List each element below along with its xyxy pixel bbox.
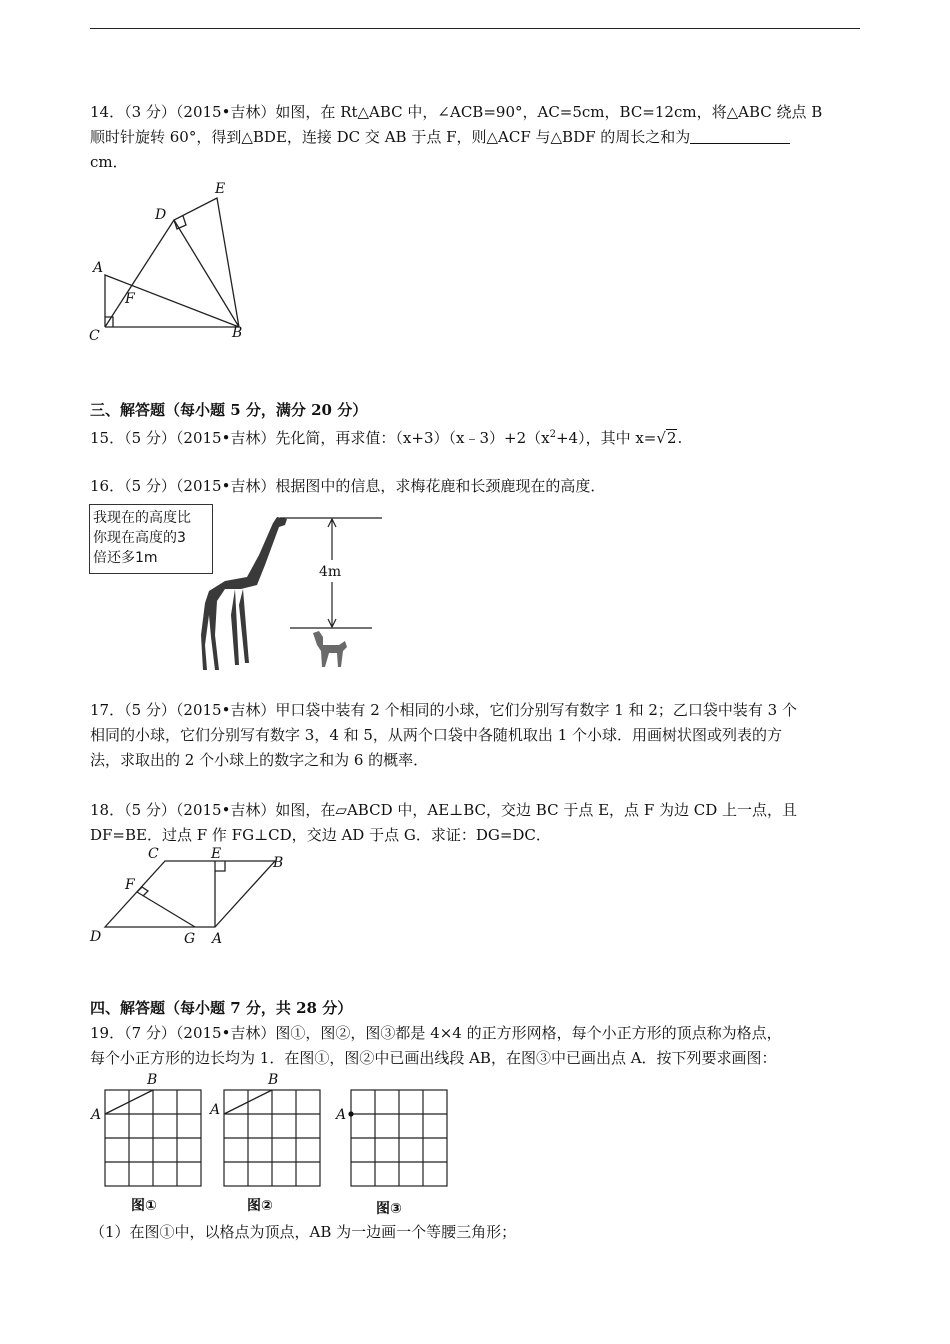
label-A: A — [212, 931, 223, 947]
q18-figure — [85, 845, 295, 950]
label-E: E — [211, 846, 222, 862]
label-E: E — [215, 181, 226, 197]
q15-line: 15．（5 分）（2015•吉林）先化简，再求值：$(x+3)(x﹣3)+2(x^2+4)$，其中 x=√2. — [90, 429, 683, 447]
label-C: C — [89, 328, 100, 344]
point-A-dot — [348, 1111, 353, 1116]
q19-grids — [85, 1068, 465, 1220]
grid3-A: A — [336, 1107, 347, 1123]
section4-title: 四、解答题（每小题 7 分，共 28 分） — [90, 999, 353, 1017]
label-B: B — [273, 855, 284, 871]
section3-title: 三、解答题（每小题 5 分，满分 20 分） — [90, 401, 368, 419]
speech-line: 我现在的高度比 — [93, 510, 191, 526]
q17-line1: 17．（5 分）（2015•吉林）甲口袋中装有 2 个相同的小球，它们分别写有数字 1 和 2；乙口袋中装有 3 个 — [90, 701, 797, 719]
speech-line: 你现在高度的3 — [93, 530, 186, 546]
q19-part1: （1）在图①中，以格点为顶点，AB 为一边画一个等腰三角形； — [90, 1223, 517, 1241]
q14-line3: cm． — [90, 153, 128, 171]
grid2-A: A — [210, 1102, 221, 1118]
q16-figure — [195, 505, 395, 675]
height-label: 4m — [319, 564, 342, 580]
label-F: F — [125, 877, 135, 893]
speech-line: 倍还多1m — [93, 550, 158, 566]
q19-line2: 每个小正方形的边长均为 1．在图①，图②中已画出线段 AB，在图③中已画出点 A．按下列要求画图： — [90, 1049, 777, 1067]
q17-line3: 法，求取出的 2 个小球上的数字之和为 6 的概率． — [90, 751, 429, 769]
grid-figure-2 — [224, 1090, 320, 1186]
q18-line1: 18．（5 分）（2015•吉林）如图，在▱ABCD 中，AE⊥BC，交边 BC 于点 E，点 F 为边 CD 上一点，且 — [90, 801, 798, 819]
q14-line2: 顺时针旋转 60°，得到△BDE，连接 DC 交 AB 于点 F，则△ACF 与△BDF 的周长之和为 — [90, 127, 790, 147]
q19-line1: 19．（7 分）（2015•吉林）图①，图②，图③都是 4×4 的正方形网格，每个小正方形的顶点称为格点， — [90, 1024, 782, 1042]
grid1-B: B — [147, 1072, 158, 1088]
giraffe-icon — [201, 517, 287, 670]
caption-3: 图③ — [376, 1201, 402, 1217]
q14-figure — [85, 175, 260, 350]
label-A: A — [93, 260, 104, 276]
deer-icon — [313, 631, 347, 667]
grid-figure-3 — [351, 1090, 447, 1186]
label-D: D — [90, 929, 102, 945]
answer-blank[interactable] — [690, 129, 790, 144]
q17-line2: 相同的小球，它们分别写有数字 3，4 和 5，从两个口袋中各随机取出 1 个小球．用画树状图或列表的方 — [90, 726, 783, 744]
label-G: G — [184, 931, 196, 947]
caption-1: 图① — [131, 1198, 157, 1214]
grid1-A: A — [91, 1107, 102, 1123]
header-rule — [90, 28, 860, 29]
caption-2: 图② — [247, 1198, 273, 1214]
q14-line1: 14．（3 分）（2015•吉林）如图，在 Rt△ABC 中，∠ACB=90°，AC=5cm，BC=12cm，将△ABC 绕点 B — [90, 103, 823, 121]
label-F: F — [125, 291, 135, 307]
label-D: D — [155, 207, 167, 223]
label-C: C — [148, 846, 159, 862]
label-B: B — [232, 325, 243, 341]
q18-line2: DF=BE．过点 F 作 FG⊥CD，交边 AD 于点 G．求证：DG=DC． — [90, 826, 551, 844]
grid2-B: B — [268, 1072, 279, 1088]
grid-figure-1 — [105, 1090, 201, 1186]
q16-line: 16．（5 分）（2015•吉林）根据图中的信息，求梅花鹿和长颈鹿现在的高度． — [90, 477, 606, 495]
